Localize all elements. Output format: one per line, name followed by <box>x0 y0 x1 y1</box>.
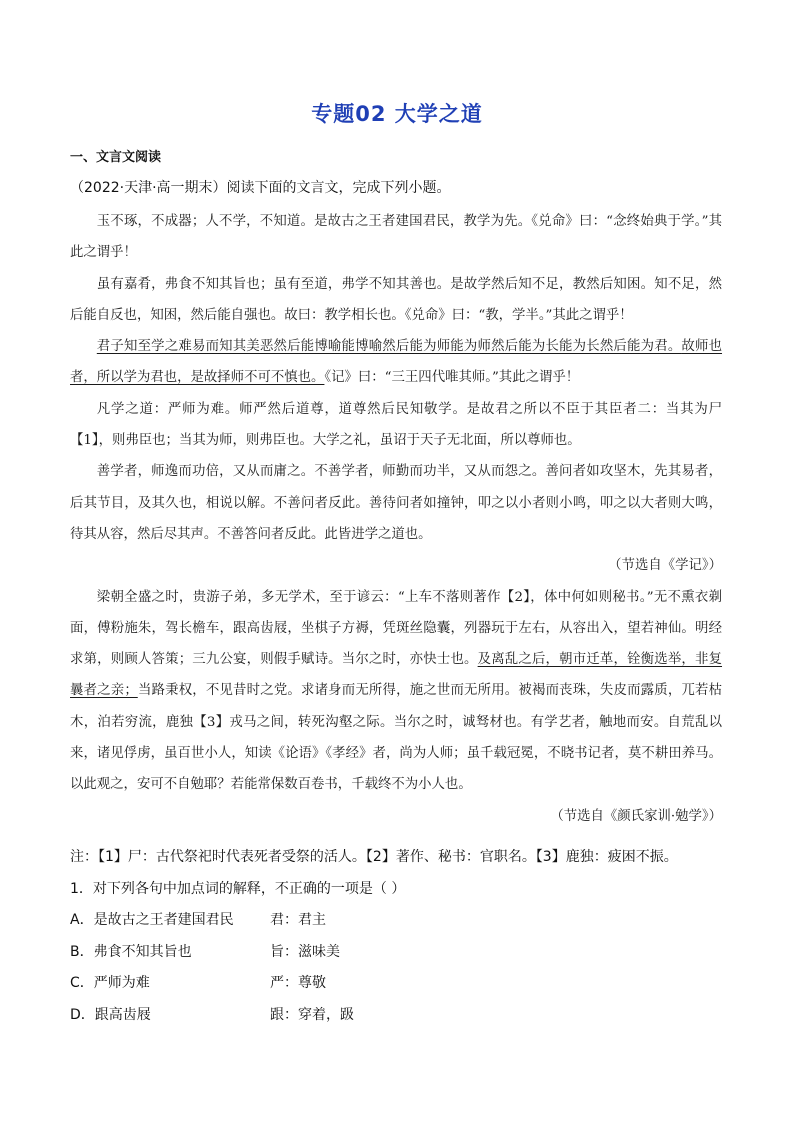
option-a-gloss: 君：君主 <box>270 912 326 928</box>
passage1-para2: 虽有嘉肴，弗食不知其旨也；虽有至道，弗学不知其善也。是故学然后知不足，教然后知困。知不足，然后能自反也，知困，然后能自强也。故曰：教学相长也。《兑命》曰：“教，学半。”其此之谓乎！ <box>70 276 722 323</box>
passage2-para1 <box>70 582 722 801</box>
passage2-text-b: 当路秉权，不见昔时之党。求诸身而无所得，施之世而无所用。被褐而丧珠，失皮而露质，兀若枯木，泊若穷流，鹿独【3】戎马之间，转死沟壑之际。当尔之时，诚驽材也。有学艺者，触地而安。自荒乱以来，诸见俘虏，虽百世小人，知读《论语》《孝经》者，尚为人师；虽千载冠冕，不晓书记者，莫不耕田养马。以此观之，安可不自勉耶？若能常保数百卷书，千载终不为小人也。 <box>70 683 723 793</box>
option-a[interactable] <box>70 905 730 937</box>
underlined-sentence: 君子知至学之难易而知其美恶然后能博喻能博喻然后能为师能为师然后能为长能为长然后能为君。 <box>96 339 682 355</box>
underlined-sentence-3: 及离乱之后，朝市迁革，铨衡选举，非复曩者之亲； <box>70 652 723 699</box>
option-c-gloss: 严：尊敬 <box>270 975 326 991</box>
option-b-label: B．弗食不知其旨也 <box>70 943 192 960</box>
question-stem: 1．对下列各句中加点词的解释，不正确的一项是（ ） <box>70 880 406 897</box>
option-b-gloss: 旨：滋味美 <box>270 943 340 960</box>
passage2-text-a: 梁朝全盛之时，贵游子弟，多无学术，至于谚云：“上车不落则著作【2】，体中何如则秘书。”无不熏衣剃面，傅粉施朱，驾长檐车，跟高齿屐，坐棋子方褥，凭斑丝隐囊，列器玩于左右，从容出入，望若神仙。明经求第，则顾人答策；三九公宴，则假手赋诗。当尔之时，亦快士也。 <box>70 589 722 668</box>
option-c-label: C．严师为难 <box>70 975 150 991</box>
passage1-para5: 善学者，师逸而功倍，又从而庸之。不善学者，师勤而功半，又从而怨之。善问者如攻坚木，先其易者，后其节目，及其久也，相说以解。不善问者反此。善待问者如撞钟，叩之以小者则小鸣，叩之以大者则大鸣，待其从容，然后尽其声。不善答问者反此。此皆进学之道也。 <box>70 464 722 542</box>
intro-text: （2022·天津·高一期末）阅读下面的文言文，完成下列小题。 <box>70 180 451 196</box>
option-d[interactable] <box>70 1000 730 1032</box>
passage1-para1: 玉不琢，不成器；人不学，不知道。是故古之王者建国君民，教学为先。《兑命》曰：“念终始典于学。”其此之谓乎！ <box>70 214 722 261</box>
notes-and-question <box>70 842 730 1031</box>
underlined-sentence-2: 故师也者，所以学为君也，是故择师不可不慎也。 <box>70 339 723 386</box>
section-heading: 一、文言文阅读 <box>70 150 162 165</box>
page-title: 专题02 大学之道 <box>311 102 483 126</box>
option-b[interactable] <box>70 937 730 969</box>
option-c[interactable] <box>70 968 730 1000</box>
option-a-label: A．是故古之王者建国君民 <box>70 912 234 928</box>
option-d-label: D．跟高齿屐 <box>70 1006 151 1023</box>
passage-body <box>70 206 722 832</box>
passage1-para3 <box>70 331 722 394</box>
passage1-source: （节选自《学记》） <box>608 558 722 574</box>
passage1-para4: 凡学之道：严师为难。师严然后道尊，道尊然后民知敬学。是故君之所以不臣于其臣者二：当其为尸【1】，则弗臣也；当其为师，则弗臣也。大学之礼，虽诏于天子无北面，所以尊师也。 <box>70 401 722 449</box>
passage2-source: （节选自《颜氏家训·勉学》） <box>550 808 722 824</box>
passage1-para3-tail: 《记》曰：“三王四代唯其师。”其此之谓乎！ <box>324 370 580 386</box>
footnotes: 注：【1】尸：古代祭祀时代表死者受祭的活人。【2】著作、秘书：官职名。【3】鹿独：疲困不振。 <box>70 849 678 865</box>
option-d-gloss: 跟：穿着，趿 <box>270 1006 354 1023</box>
